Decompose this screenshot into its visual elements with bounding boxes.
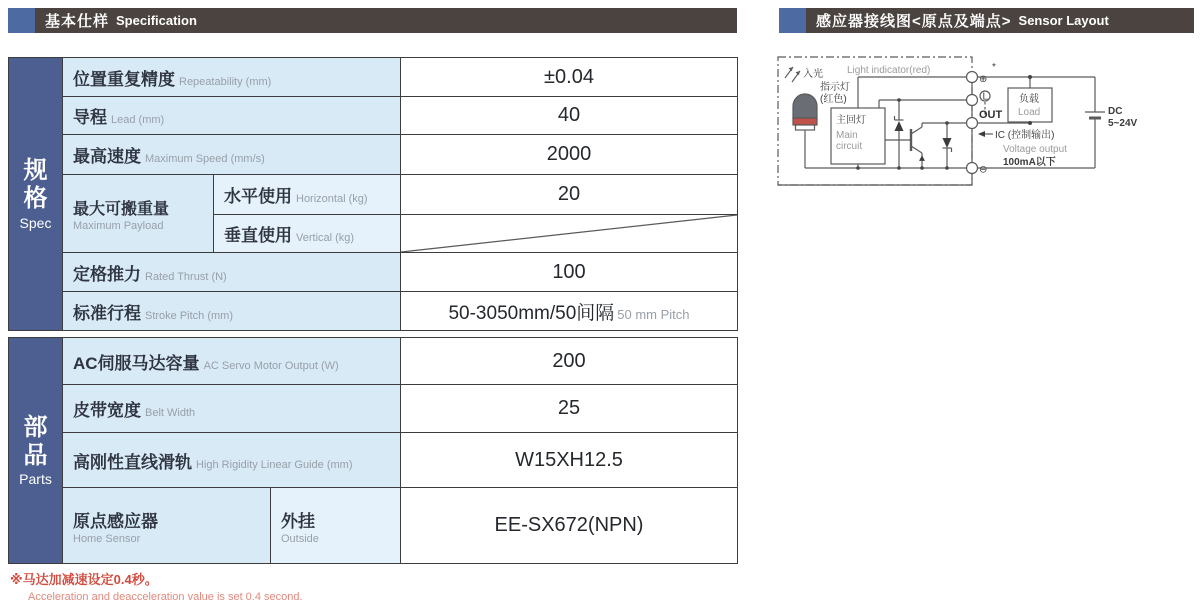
table-row bbox=[9, 292, 738, 331]
table-row bbox=[9, 175, 738, 215]
label-servo-output: AC伺服马达容量 AC Servo Motor Output (W) bbox=[63, 338, 401, 385]
value-max-speed: 2000 bbox=[401, 135, 738, 175]
dc-label-2: 5~24V bbox=[1108, 118, 1138, 129]
label-horizontal: 水平使用 Horizontal (kg) bbox=[214, 175, 401, 215]
main-circuit-label-en1: Main bbox=[836, 130, 858, 141]
label-max-speed: 最高速度 Maximum Speed (mm/s) bbox=[63, 135, 401, 175]
main-circuit-label-zh: 主回灯 bbox=[836, 115, 866, 126]
label-max-payload: 最大可搬重量 Maximum Payload bbox=[63, 175, 214, 253]
dc-label-1: DC bbox=[1108, 106, 1123, 117]
voltage-output-label: Voltage output bbox=[1003, 144, 1067, 155]
label-repeatability: 位置重复精度 Repeatability (mm) bbox=[63, 58, 401, 97]
transistor-icon bbox=[885, 123, 925, 168]
section-label-spec: 规格 Spec bbox=[9, 58, 63, 331]
table-row bbox=[9, 135, 738, 175]
value-servo-output: 200 bbox=[401, 338, 738, 385]
sensor-header-title-en: Sensor Layout bbox=[1018, 13, 1109, 28]
accent-square bbox=[779, 8, 806, 33]
value-stroke-pitch: 50-3050mm/50间隔 50 mm Pitch bbox=[401, 292, 738, 331]
sensor-wiring-diagram bbox=[775, 50, 1200, 200]
label-vertical: 垂直使用 Vertical (kg) bbox=[214, 215, 401, 253]
battery-icon bbox=[1085, 77, 1105, 168]
table-row bbox=[9, 253, 738, 292]
label-belt-width: 皮带宽度 Belt Width bbox=[63, 385, 401, 433]
current-limit-label: 100mA以下 bbox=[1003, 157, 1056, 168]
table-row bbox=[9, 385, 738, 433]
led-label-zh-2: 指示灯 bbox=[820, 82, 850, 93]
spec-header-title-en: Specification bbox=[116, 13, 197, 28]
table-row bbox=[9, 433, 738, 488]
load-label-en: Load bbox=[1018, 107, 1041, 118]
load-label-zh: 负载 bbox=[1019, 94, 1039, 105]
label-stroke-pitch: 标准行程 Stroke Pitch (mm) bbox=[63, 292, 401, 331]
value-horizontal: 20 bbox=[401, 175, 738, 215]
led-indicator-icon bbox=[793, 94, 817, 168]
terminal-star-label: * bbox=[992, 62, 996, 73]
value-linear-guide: W15XH12.5 bbox=[401, 433, 738, 488]
footnote-zh: ※马达加减速设定0.4秒。 bbox=[10, 572, 158, 587]
spec-header-title-zh: 基本仕样 bbox=[45, 13, 110, 30]
section-label-parts: 部品 Parts bbox=[9, 338, 63, 564]
parts-table bbox=[8, 337, 738, 564]
spec-table bbox=[8, 57, 738, 331]
table-row bbox=[9, 58, 738, 97]
label-outside: 外挂 Outside bbox=[271, 488, 401, 564]
table-row bbox=[9, 97, 738, 135]
ic-arrow-icon bbox=[978, 131, 993, 137]
table-row bbox=[9, 338, 738, 385]
led-label-zh-3: (红色) bbox=[820, 94, 847, 105]
value-rated-thrust: 100 bbox=[401, 253, 738, 292]
led-label-zh-1: 入光 bbox=[803, 69, 823, 80]
label-home-sensor: 原点感应器 Home Sensor bbox=[63, 488, 271, 564]
label-lead: 导程 Lead (mm) bbox=[63, 97, 401, 135]
footnote bbox=[10, 569, 303, 603]
terminal-plus-label: ⊕ bbox=[979, 74, 988, 85]
accent-square bbox=[8, 8, 35, 33]
value-home-sensor: EE-SX672(NPN) bbox=[401, 488, 738, 564]
footnote-en: Acceleration and deacceleration value is set 0.4 second. bbox=[28, 591, 303, 603]
zener-diode-icon bbox=[895, 100, 904, 168]
sensor-header-bar bbox=[779, 8, 1194, 33]
light-arrows-icon bbox=[785, 67, 800, 82]
light-indicator-label: Light indicator(red) bbox=[847, 65, 931, 76]
value-repeatability: ±0.04 bbox=[401, 58, 738, 97]
terminal-l-label: L bbox=[982, 91, 989, 103]
label-linear-guide: 高刚性直线滑轨 High Rigidity Linear Guide (mm) bbox=[63, 433, 401, 488]
terminal-out-label: OUT bbox=[979, 109, 1003, 121]
terminal-minus-label: ⊖ bbox=[979, 164, 988, 176]
value-belt-width: 25 bbox=[401, 385, 738, 433]
table-row bbox=[9, 488, 738, 564]
value-vertical-na bbox=[401, 215, 738, 253]
zener-diode-icon bbox=[943, 123, 952, 168]
diagonal-slash bbox=[401, 215, 737, 252]
sensor-header-title-zh: 感应器接线图<原点及端点> bbox=[816, 13, 1012, 30]
label-rated-thrust: 定格推力 Rated Thrust (N) bbox=[63, 253, 401, 292]
main-circuit-label-en2: circuit bbox=[836, 141, 863, 152]
ic-label: IC (控制输出) bbox=[995, 130, 1055, 141]
value-lead: 40 bbox=[401, 97, 738, 135]
spec-header-bar bbox=[8, 8, 737, 33]
